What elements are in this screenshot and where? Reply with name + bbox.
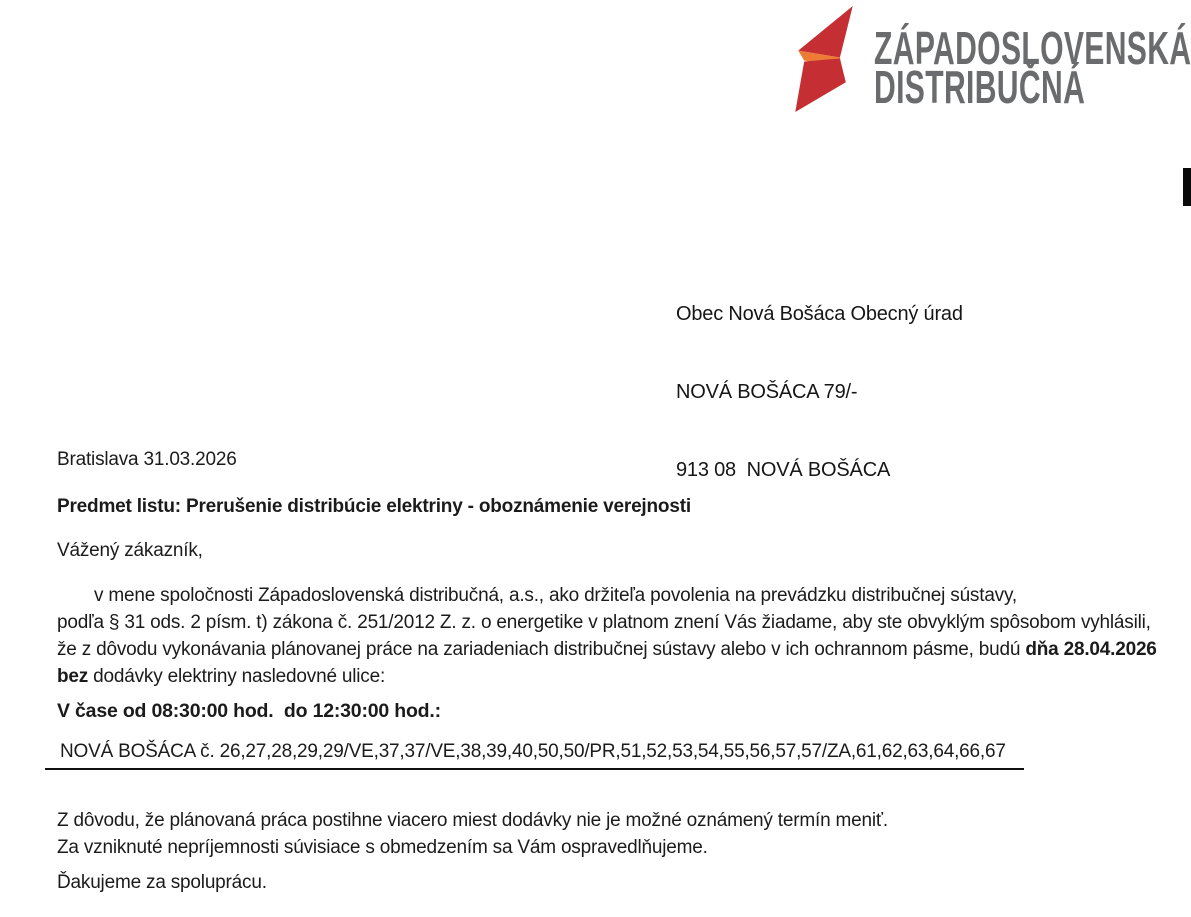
- bez-emphasis: bez: [57, 666, 89, 687]
- recipient-address: [676, 249, 963, 535]
- dateline: Bratislava 31.03.2026: [57, 449, 237, 470]
- company-wordmark: [874, 4, 1191, 113]
- closing-line: Ďakujeme za spoluprácu.: [57, 872, 267, 893]
- lightning-bolt-icon: [789, 4, 861, 116]
- recipient-name: Obec Nová Bošáca Obecný úrad: [676, 303, 963, 325]
- scan-artifact: [1183, 168, 1191, 206]
- body-line-2: podľa § 31 ods. 2 písm. t) zákona č. 251/2012 Z. z. o energetike v platnom znení Vás žiadame, aby ste obvyklým spôsobom vyhlásili,: [57, 612, 1151, 633]
- bolt-top-shape: [798, 6, 853, 58]
- body-line-3-text: že z dôvodu vykonávania plánovanej práce na zariadeniach distribučnej sústavy alebo v ich ochrannom pásme, budú: [57, 639, 1026, 660]
- recipient-city: 913 08 NOVÁ BOŠÁCA: [676, 459, 891, 481]
- company-wordmark-line1: ZÁPADOSLOVENSKÁ: [874, 22, 1191, 74]
- bolt-bottom-shape: [795, 59, 846, 113]
- note-line-1: Z dôvodu, že plánovaná práca postihne viacero miest dodávky nie je možné oznámený termín meniť.: [57, 810, 888, 831]
- outage-time-range: V čase od 08:30:00 hod. do 12:30:00 hod.:: [57, 700, 441, 722]
- company-wordmark-line2: DISTRIBUČNÁ: [874, 61, 1086, 113]
- notes: [57, 807, 888, 861]
- body-line-4: [57, 663, 1157, 690]
- body-paragraph: [57, 582, 1157, 690]
- note-line-2: Za vzniknuté nepríjemnosti súvisiace s obmedzením sa Vám ospravedlňujeme.: [57, 837, 708, 858]
- company-logo: [789, 4, 1191, 116]
- subject-line: Predmet listu: Prerušenie distribúcie elektriny - oboznámenie verejnosti: [57, 496, 691, 517]
- outage-date: dňa 28.04.2026: [1025, 639, 1157, 660]
- recipient-street: NOVÁ BOŠÁCA 79/-: [676, 381, 858, 403]
- body-line-1: v mene spoločnosti Západoslovenská distribučná, a.s., ako držiteľa povolenia na prevádzku distribučnej sústavy,: [94, 585, 1017, 606]
- affected-streets: NOVÁ BOŠÁCA č. 26,27,28,29,29/VE,37,37/VE,38,39,40,50,50/PR,51,52,53,54,55,56,57,57/ZA,61,62,63,64,66,67: [45, 741, 1024, 770]
- body-line-4-text: dodávky elektriny nasledovné ulice:: [88, 666, 386, 687]
- salutation: Vážený zákazník,: [57, 540, 203, 561]
- body-line-3: [57, 636, 1157, 663]
